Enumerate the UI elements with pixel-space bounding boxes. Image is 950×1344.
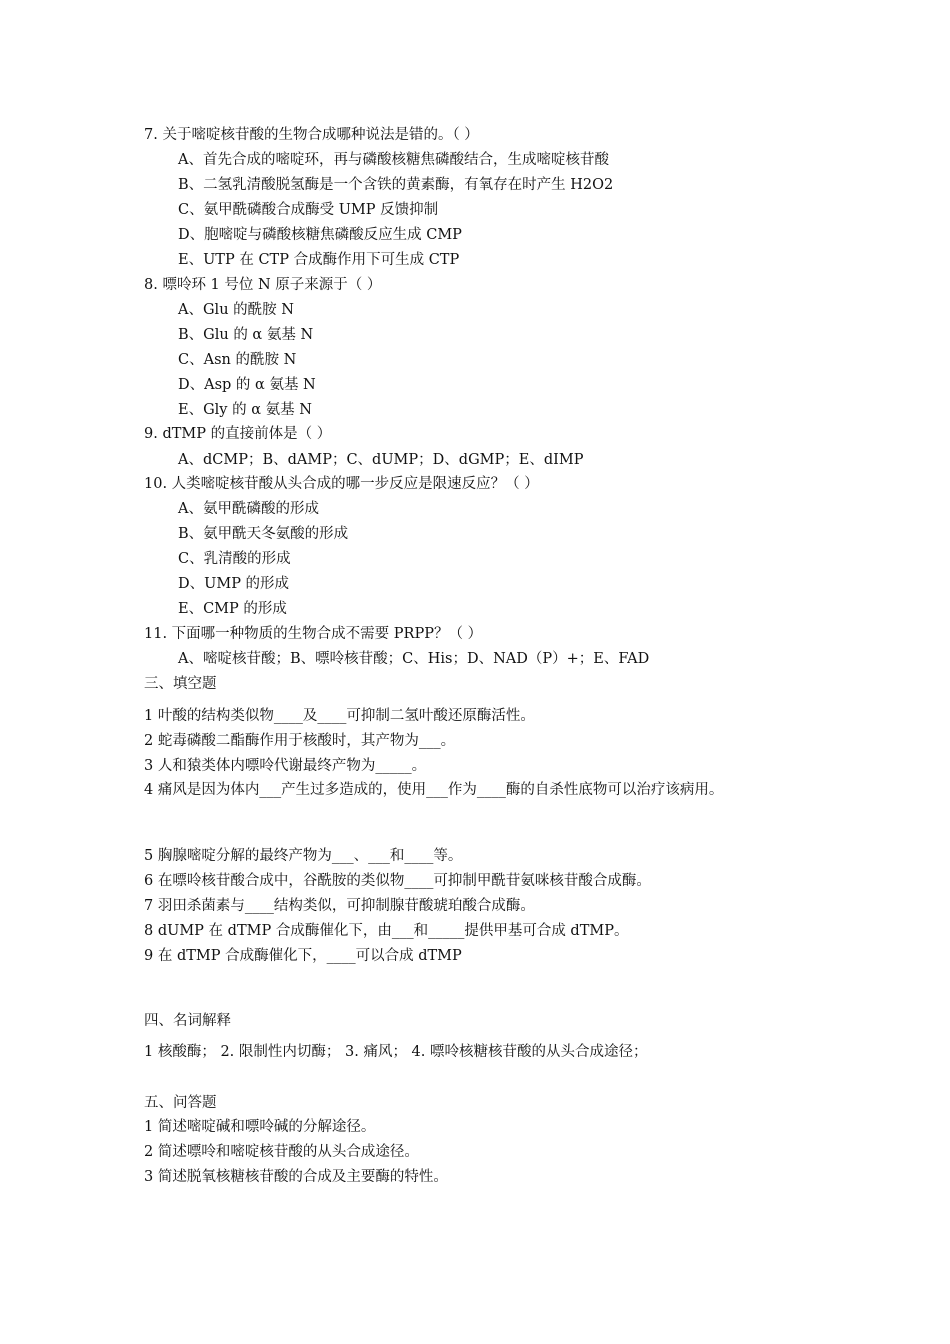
qa-section-heading: 五、问答题 (144, 1095, 217, 1111)
fill-item-4: 4 痛风是因为体内___产生过多造成的，使用___作为____酶的自杀性底物可以治疗该病用。 (144, 782, 724, 798)
question-10-option-d: D、UMP 的形成 (178, 576, 290, 592)
question-7-option-d: D、胞嘧啶与磷酸核糖焦磷酸反应生成 CMP (178, 227, 462, 243)
qa-item-3: 3 简述脱氧核糖核苷酸的合成及主要酶的特性。 (144, 1169, 448, 1185)
question-8-option-b: B、Glu 的 α 氨基 N (178, 327, 314, 343)
fill-section-heading: 三、填空题 (144, 676, 217, 692)
question-10-option-a: A、氨甲酰磷酸的形成 (178, 501, 319, 517)
question-7-option-e: E、UTP 在 CTP 合成酶作用下可生成 CTP (178, 252, 460, 268)
question-11-stem: 11. 下面哪一种物质的生物合成不需要 PRPP？（ ） (144, 626, 483, 642)
question-8-option-c: C、Asn 的酰胺 N (178, 352, 297, 368)
question-10-stem: 10. 人类嘧啶核苷酸从头合成的哪一步反应是限速反应？（ ） (144, 476, 539, 492)
fill-item-3: 3 人和猿类体内嘌呤代谢最终产物为_____。 (144, 758, 427, 774)
question-9-options: A、dCMP；B、dAMP；C、dUMP；D、dGMP；E、dIMP (178, 452, 584, 468)
question-7-option-c: C、氨甲酰磷酸合成酶受 UMP 反馈抑制 (178, 202, 439, 218)
fill-item-5: 5 胸腺嘧啶分解的最终产物为___、___和____等。 (144, 848, 463, 864)
question-8-option-d: D、Asp 的 α 氨基 N (178, 377, 316, 393)
fill-item-9: 9 在 dTMP 合成酶催化下，____可以合成 dTMP (144, 948, 462, 964)
fill-item-7: 7 羽田杀菌素与____结构类似，可抑制腺苷酸琥珀酸合成酶。 (144, 898, 535, 914)
question-7-option-a: A、首先合成的嘧啶环，再与磷酸核糖焦磷酸结合，生成嘧啶核苷酸 (178, 152, 609, 168)
question-11-options: A、嘧啶核苷酸；B、嘌呤核苷酸；C、His；D、NAD（P）+；E、FAD (178, 651, 650, 667)
fill-item-1: 1 叶酸的结构类似物____及____可抑制二氢叶酸还原酶活性。 (144, 708, 535, 724)
fill-item-2: 2 蛇毒磷酸二酯酶作用于核酸时，其产物为___。 (144, 733, 456, 749)
question-7-option-b: B、二氢乳清酸脱氢酶是一个含铁的黄素酶，有氧存在时产生 H2O2 (178, 177, 614, 193)
question-9-stem: 9. dTMP 的直接前体是（ ） (144, 426, 332, 442)
question-8-option-a: A、Glu 的酰胺 N (178, 302, 294, 318)
terms-section-heading: 四、名词解释 (144, 1013, 231, 1029)
fill-item-8: 8 dUMP 在 dTMP 合成酶催化下，由___和_____提供甲基可合成 dTMP。 (144, 923, 629, 939)
question-10-option-c: C、乳清酸的形成 (178, 551, 291, 567)
fill-item-6: 6 在嘌呤核苷酸合成中，谷酰胺的类似物____可抑制甲酰苷氨咪核苷酸合成酶。 (144, 873, 651, 889)
qa-item-1: 1 简述嘧啶碱和嘌呤碱的分解途径。 (144, 1119, 376, 1135)
terms-line: 1 核酸酶； 2. 限制性内切酶； 3. 痛风； 4. 嘌呤核糖核苷酸的从头合成途径； (144, 1044, 648, 1060)
question-8-option-e: E、Gly 的 α 氨基 N (178, 402, 312, 418)
question-10-option-b: B、氨甲酰天冬氨酸的形成 (178, 526, 349, 542)
question-7-stem: 7. 关于嘧啶核苷酸的生物合成哪种说法是错的。（ ） (144, 127, 479, 143)
qa-item-2: 2 简述嘌呤和嘧啶核苷酸的从头合成途径。 (144, 1144, 419, 1160)
question-10-option-e: E、CMP 的形成 (178, 601, 287, 617)
question-8-stem: 8. 嘌呤环 1 号位 N 原子来源于（ ） (144, 277, 382, 293)
